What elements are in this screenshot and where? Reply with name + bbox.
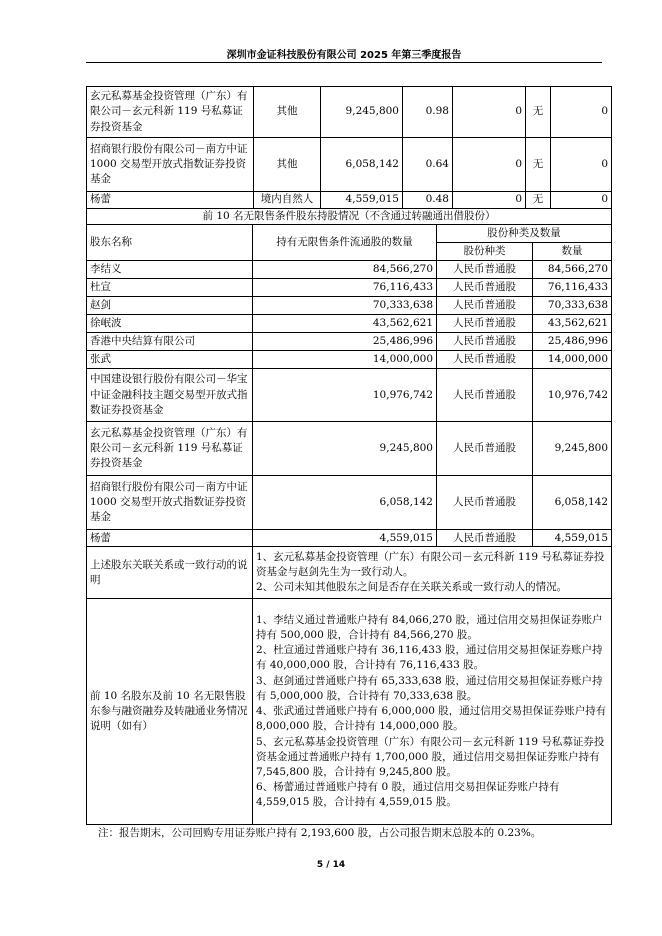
pledge-quantity: 0 — [551, 138, 612, 192]
pledge-status: 无 — [526, 138, 551, 192]
unrestricted-shares: 76,116,433 — [253, 279, 437, 297]
shares-held: 9,245,800 — [321, 87, 403, 138]
shareholder-name: 徐岷波 — [87, 315, 253, 333]
shareholder-nature: 其他 — [254, 138, 321, 192]
related-party-label: 上述股东关联关系或一致行动的说明 — [87, 547, 253, 599]
unrestricted-shares: 6,058,142 — [253, 476, 437, 530]
share-quantity: 10,976,742 — [533, 369, 612, 422]
header-row — [87, 225, 612, 243]
table-row — [87, 476, 612, 530]
table-row — [87, 261, 612, 279]
pledge-quantity: 0 — [551, 192, 612, 209]
share-type: 人民币普通股 — [437, 279, 533, 297]
shareholder-name: 玄元私募基金投资管理（广东）有限公司－玄元科新 119 号私募证券投资基金 — [87, 87, 254, 138]
share-type: 人民币普通股 — [437, 297, 533, 315]
unrestricted-shares: 84,566,270 — [253, 261, 437, 279]
margin-trading-line: 1、李结义通过普通账户持有 84,066,270 股，通过信用交易担保证券账户持有 500,000 股，合计持有 84,566,270 股。 — [256, 613, 603, 642]
shares-held: 4,559,015 — [321, 192, 403, 209]
share-type: 人民币普通股 — [437, 333, 533, 351]
restricted-shares: 0 — [453, 138, 526, 192]
top10-shareholders-table-continued — [86, 86, 612, 209]
related-party-line: 2、公司未知其他股东之间是否存在关联关系或一致行动人的情况。 — [256, 581, 568, 594]
share-quantity: 84,566,270 — [533, 261, 612, 279]
share-type: 人民币普通股 — [437, 422, 533, 476]
unrestricted-shares: 43,562,621 — [253, 315, 437, 333]
share-quantity: 14,000,000 — [533, 351, 612, 369]
unrestricted-shares: 25,486,996 — [253, 333, 437, 351]
shareholder-name: 招商银行股份有限公司－南方中证 1000 交易型开放式指数证券投资基金 — [87, 476, 253, 530]
margin-trading-line: 5、玄元私募基金投资管理（广东）有限公司－玄元科新 119 号私募证券投资基金通过普通账户持有 1,700,000 股，通过信用交易担保证券账户持有 7,545,800 股，合计持有 9,245,800 股。 — [256, 735, 605, 778]
holding-ratio: 0.48 — [403, 192, 453, 209]
restricted-shares: 0 — [453, 87, 526, 138]
margin-trading-row — [87, 599, 612, 825]
unrestricted-shares: 10,976,742 — [253, 369, 437, 422]
table-row — [87, 87, 612, 138]
table-row — [87, 422, 612, 476]
pledge-status: 无 — [526, 87, 551, 138]
share-quantity: 70,333,638 — [533, 297, 612, 315]
section-title-row — [87, 209, 612, 225]
margin-trading-line: 4、张武通过普通账户持有 6,000,000 股，通过信用交易担保证券账户持有 8,000,000 股，合计持有 14,000,000 股。 — [256, 705, 607, 733]
share-type: 人民币普通股 — [437, 261, 533, 279]
share-type: 人民币普通股 — [437, 315, 533, 333]
col-header-name: 股东名称 — [87, 225, 253, 261]
shareholder-name: 中国建设银行股份有限公司－华宝中证金融科技主题交易型开放式指数证券投资基金 — [87, 369, 253, 422]
shareholder-name: 杨蕾 — [87, 192, 254, 209]
shareholder-name: 杨蕾 — [87, 530, 253, 547]
table-row — [87, 279, 612, 297]
margin-trading-description — [253, 599, 612, 825]
unrestricted-shares: 14,000,000 — [253, 351, 437, 369]
unrestricted-shares: 4,559,015 — [253, 530, 437, 547]
table-row — [87, 333, 612, 351]
col-header-type-group: 股份种类及数量 — [437, 225, 612, 243]
margin-trading-line: 2、杜宣通过普通账户持有 36,116,433 股，通过信用交易担保证券账户持有 40,000,000 股，合计持有 76,116,433 股。 — [256, 644, 603, 672]
share-quantity: 9,245,800 — [533, 422, 612, 476]
share-type: 人民币普通股 — [437, 369, 533, 422]
unrestricted-shares: 70,333,638 — [253, 297, 437, 315]
shareholder-name: 玄元私募基金投资管理（广东）有限公司－玄元科新 119 号私募证券投资基金 — [87, 422, 253, 476]
table-row — [87, 351, 612, 369]
section-title: 前 10 名无限售条件股东持股情况（不含通过转融通出借股份） — [87, 209, 612, 225]
share-type: 人民币普通股 — [437, 530, 533, 547]
table-row — [87, 315, 612, 333]
share-type: 人民币普通股 — [437, 351, 533, 369]
margin-trading-label: 前 10 名股东及前 10 名无限售股东参与融资融券及转融通业务情况说明（如有） — [87, 599, 253, 825]
restricted-shares: 0 — [453, 192, 526, 209]
footnote: 注：报告期末，公司回购专用证券账户持有 2,193,600 股，占公司报告期末总股本的 0.23%。 — [98, 827, 542, 839]
share-quantity: 6,058,142 — [533, 476, 612, 530]
table-row — [87, 192, 612, 209]
table-row — [87, 138, 612, 192]
holding-ratio: 0.98 — [403, 87, 453, 138]
share-quantity: 43,562,621 — [533, 315, 612, 333]
unrestricted-shares: 9,245,800 — [253, 422, 437, 476]
col-header-shares: 持有无限售条件流通股的数量 — [253, 225, 437, 261]
pledge-quantity: 0 — [551, 87, 612, 138]
unrestricted-shareholders-table — [86, 208, 612, 825]
share-quantity: 25,486,996 — [533, 333, 612, 351]
share-type: 人民币普通股 — [437, 476, 533, 530]
shareholder-nature: 其他 — [254, 87, 321, 138]
shareholder-name: 李结义 — [87, 261, 253, 279]
related-party-description — [253, 547, 612, 599]
margin-trading-line: 6、杨蕾通过普通账户持有 0 股，通过信用交易担保证券账户持有 4,559,015 股，合计持有 4,559,015 股。 — [256, 781, 560, 809]
table-row — [87, 369, 612, 422]
header-divider — [86, 62, 602, 63]
col-header-qty: 数量 — [533, 243, 612, 261]
margin-trading-line: 3、赵剑通过普通账户持有 65,333,638 股，通过信用交易担保证券账户持有 5,000,000 股，合计持有 70,333,638 股。 — [256, 674, 603, 702]
holding-ratio: 0.64 — [403, 138, 453, 192]
shareholder-name: 香港中央结算有限公司 — [87, 333, 253, 351]
col-header-type: 股份种类 — [437, 243, 533, 261]
page-header-title: 深圳市金证科技股份有限公司 2025 年第三季度报告 — [226, 50, 462, 61]
shareholder-name: 张武 — [87, 351, 253, 369]
table-row — [87, 530, 612, 547]
share-quantity: 4,559,015 — [533, 530, 612, 547]
shareholder-nature: 境内自然人 — [254, 192, 321, 209]
shareholder-name: 招商银行股份有限公司－南方中证 1000 交易型开放式指数证券投资基金 — [87, 138, 254, 192]
shares-held: 6,058,142 — [321, 138, 403, 192]
page-number: 5 / 14 — [316, 860, 346, 870]
shareholder-name: 赵剑 — [87, 297, 253, 315]
shareholder-name: 杜宣 — [87, 279, 253, 297]
share-quantity: 76,116,433 — [533, 279, 612, 297]
pledge-status: 无 — [526, 192, 551, 209]
related-party-row — [87, 547, 612, 599]
table-row — [87, 297, 612, 315]
related-party-line: 1、玄元私募基金投资管理（广东）有限公司－玄元科新 119 号私募证券投资基金与赵剑先生为一致行动人。 — [256, 550, 605, 579]
